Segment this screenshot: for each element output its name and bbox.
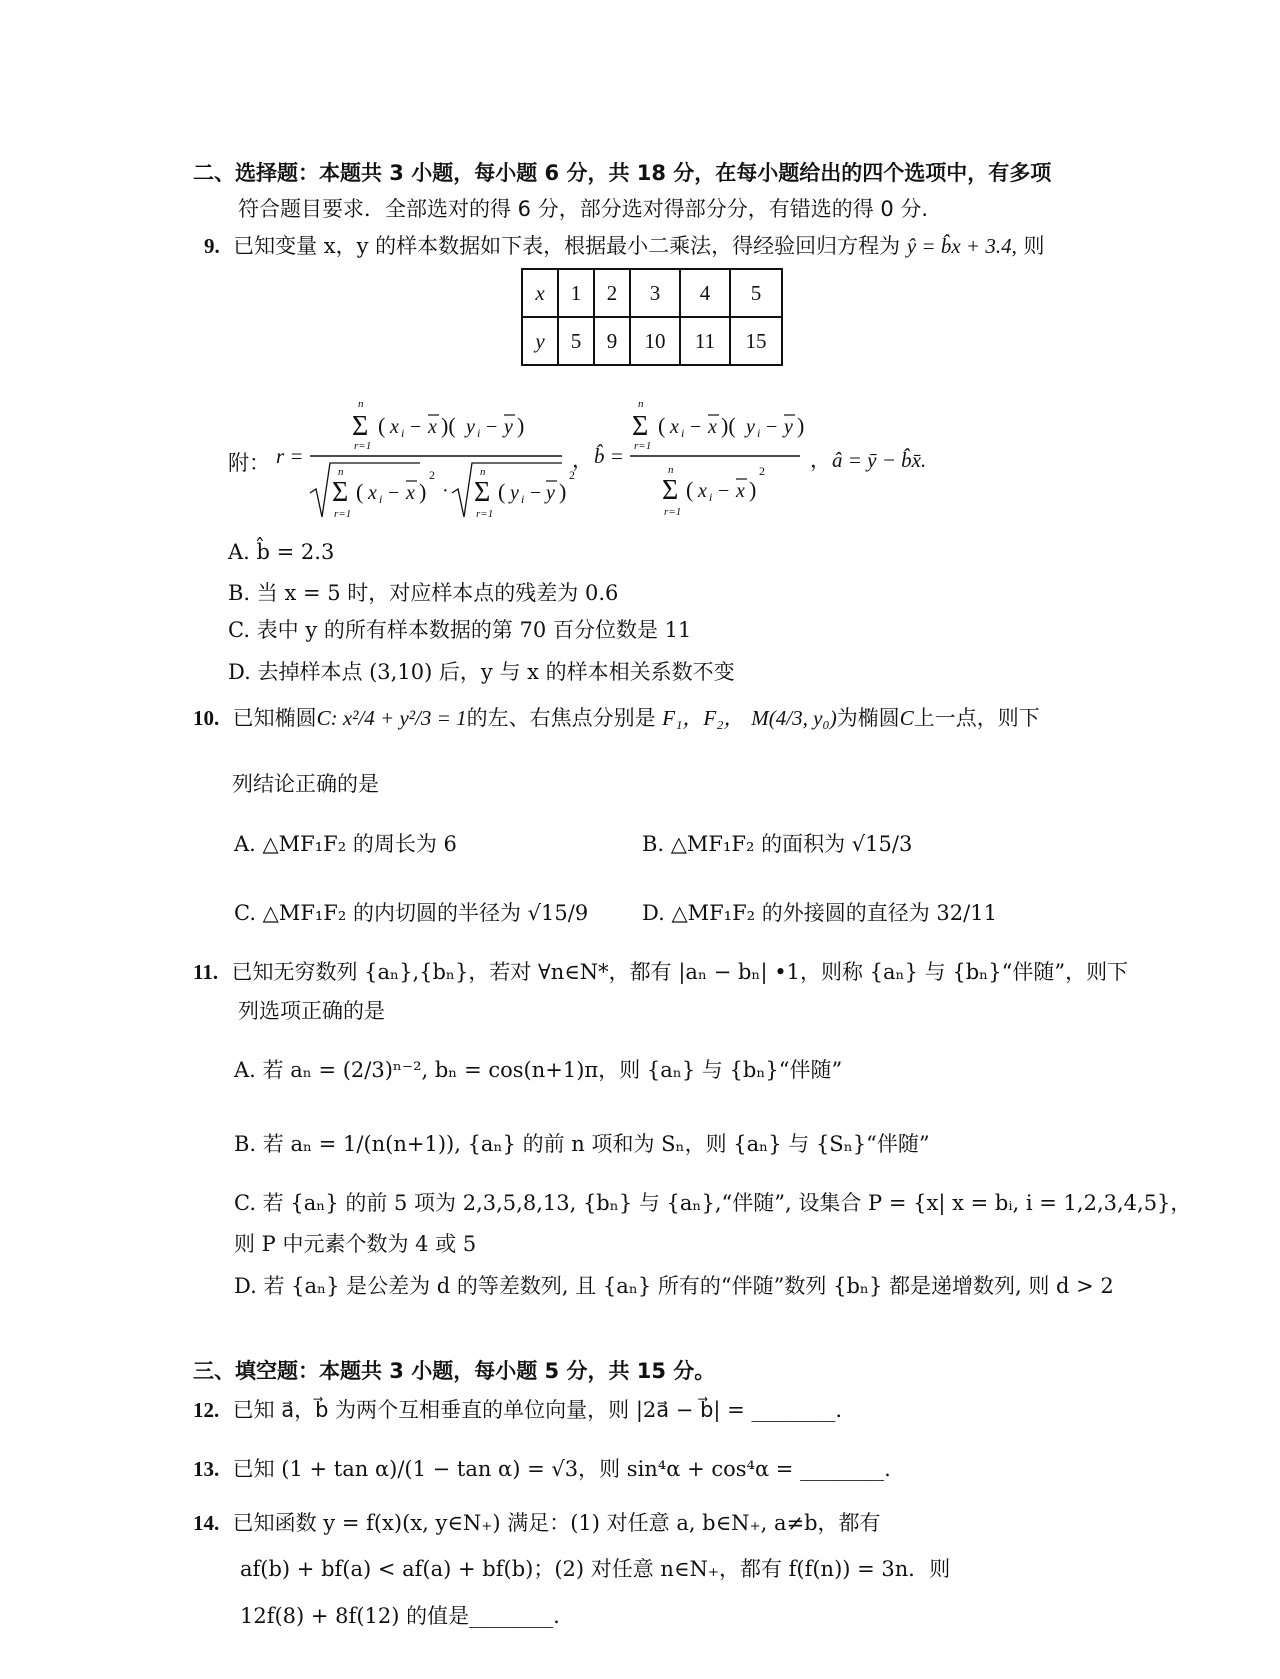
q9-stem-tail: 则	[1023, 234, 1045, 258]
q9-stem	[204, 230, 1045, 260]
svg-text:−: −	[718, 480, 730, 502]
q10-ellipse: C: x²/4 + y²/3 = 1	[316, 706, 467, 730]
svg-text:x: x	[390, 416, 399, 438]
svg-text:−: −	[486, 416, 498, 438]
q9-table-x3: 3	[630, 269, 680, 317]
q9-table-x2: 2	[594, 269, 630, 317]
q9-formula-a: â = ȳ − b̂x̄.	[832, 448, 927, 472]
q10-number: 10.	[193, 706, 220, 730]
svg-text:2: 2	[759, 464, 765, 478]
svg-text:Σ: Σ	[332, 477, 349, 508]
svg-text:n: n	[638, 398, 644, 410]
svg-text:−: −	[388, 482, 400, 504]
svg-text:−: −	[410, 416, 422, 438]
svg-text:2: 2	[569, 468, 575, 482]
svg-text:x: x	[708, 416, 717, 438]
q14-line1: 已知函数 y = f(x)(x, y∈N₊) 满足：(1) 对任意 a, b∈N₊, a≠b，都有	[232, 1511, 881, 1535]
svg-text:)(: )(	[721, 413, 736, 438]
svg-text:y: y	[510, 482, 519, 504]
svg-text:x: x	[428, 416, 437, 438]
svg-text:i: i	[379, 492, 383, 506]
q9-option-a: A. b̂ = 2.3	[228, 540, 335, 564]
svg-text:r=1: r=1	[664, 506, 682, 518]
svg-text:n: n	[338, 466, 344, 478]
svg-text:·: ·	[442, 480, 449, 502]
q10-option-a: A. △MF₁F₂ 的周长为 6	[234, 832, 457, 856]
q9-table-x4: 4	[680, 269, 730, 317]
svg-text:(: (	[658, 413, 666, 438]
svg-text:)(: )(	[441, 413, 456, 438]
svg-text:−: −	[690, 416, 702, 438]
section-3-heading: 三、填空题：本题共 3 小题，每小题 5 分，共 15 分。	[193, 1359, 716, 1383]
q10-option-c: C. △MF₁F₂ 的内切圆的半径为 √15/9	[234, 901, 589, 925]
q9-table-x-label: x	[522, 269, 558, 317]
svg-text:Σ: Σ	[632, 411, 649, 442]
svg-text:Σ: Σ	[352, 411, 369, 442]
q14-line1-wrap	[193, 1507, 881, 1537]
q9-table-y4: 11	[680, 317, 730, 365]
section-2-heading-line2: 符合题目要求．全部选对的得 6 分，部分选对得部分分，有错选的得 0 分.	[238, 197, 929, 221]
q10-stem: 10. 已知椭圆C: x²/4 + y²/3 = 1的左、右焦点分别是 F₁，F₂， M(4/3, y₀)为椭圆C上一点，则下	[193, 706, 1040, 730]
svg-text:r=1: r=1	[634, 440, 652, 452]
svg-text:i: i	[757, 426, 761, 440]
svg-text:r=1: r=1	[334, 508, 352, 520]
svg-text:−: −	[766, 416, 778, 438]
svg-text:，: ，	[810, 448, 831, 472]
q11-option-d: D. 若 {aₙ} 是公差为 d 的等差数列, 且 {aₙ} 所有的“伴随”数列 {bₙ} 都是递增数列, 则 d > 2	[234, 1274, 1114, 1298]
svg-text:，: ，	[572, 448, 593, 472]
q9-stem-equation: ŷ = b̂x + 3.4,	[906, 234, 1017, 258]
svg-text:Σ: Σ	[474, 477, 491, 508]
svg-text:n: n	[358, 398, 364, 410]
q9-appendix-label: 附：	[228, 451, 270, 475]
q9-table-y3: 10	[630, 317, 680, 365]
svg-text:(: (	[498, 479, 506, 504]
svg-text:−: −	[530, 482, 542, 504]
q11-stem	[193, 956, 1128, 986]
svg-text:(: (	[686, 477, 694, 502]
q10-option-d: D. △MF₁F₂ 的外接圆的直径为 32/11	[642, 901, 997, 925]
q14-line2: af(b) + bf(a) < af(a) + bf(b)；(2) 对任意 n∈N₊，都有 f(f(n)) = 3n．则	[240, 1557, 951, 1581]
q9-table-y1: 5	[558, 317, 594, 365]
svg-text:n: n	[480, 466, 486, 478]
q11-option-c-line2: 则 P 中元素个数为 4 或 5	[234, 1232, 477, 1256]
svg-text:i: i	[521, 492, 525, 506]
q12-number: 12.	[193, 1398, 220, 1422]
q14-line3: 12f(8) + 8f(12) 的值是________.	[240, 1604, 560, 1628]
q12-line	[193, 1394, 842, 1424]
svg-text:x: x	[368, 482, 377, 504]
svg-text:n: n	[668, 464, 674, 476]
section-2-heading-line1: 二、选择题：本题共 3 小题，每小题 6 分，共 18 分，在每小题给出的四个选项中，有多项	[193, 161, 1052, 185]
q13-number: 13.	[193, 1457, 220, 1481]
q9-table-y2: 9	[594, 317, 630, 365]
svg-text:i: i	[401, 426, 405, 440]
q10-stem-line2: 列结论正确的是	[232, 772, 379, 796]
q9-option-c: C. 表中 y 的所有样本数据的第 70 百分位数是 11	[228, 618, 692, 642]
q9-data-table	[521, 268, 783, 366]
svg-text:r=1: r=1	[354, 440, 372, 452]
svg-text:(: (	[356, 479, 364, 504]
q11-option-a: A. 若 aₙ = (2/3)ⁿ⁻², bₙ = cos(n+1)π，则 {aₙ} 与 {bₙ}“伴随”	[234, 1058, 843, 1082]
q12-text: 已知 a⃗，b⃗ 为两个互相垂直的单位向量，则 |2a⃗ − b⃗| = ________.	[232, 1398, 843, 1422]
section-2-heading-cont	[238, 193, 928, 223]
svg-text:2: 2	[429, 468, 435, 482]
svg-text:b̂ =: b̂ =	[594, 444, 624, 468]
q9-formulas	[270, 395, 950, 525]
q9-table-x1: 1	[558, 269, 594, 317]
q10-stem-part2: 的左、右焦点分别是	[466, 706, 656, 730]
q9-table-y-label: y	[522, 317, 558, 365]
q9-formula-b	[594, 398, 804, 518]
svg-text:r =: r =	[276, 444, 304, 468]
q10-stem-part4: 上一点，则下	[913, 706, 1040, 730]
q9-table-y5: 15	[730, 317, 782, 365]
svg-text:x: x	[736, 480, 745, 502]
svg-text:y: y	[546, 482, 555, 504]
q9-option-d: D. 去掉样本点 (3,10) 后，y 与 x 的样本相关系数不变	[228, 660, 735, 684]
q11-stem-line1: 已知无穷数列 {aₙ},{bₙ}，若对 ∀n∈N*，都有 |aₙ − bₙ| •1，则称 {aₙ} 与 {bₙ}“伴随”，则下	[231, 960, 1129, 984]
q14-number: 14.	[193, 1511, 220, 1535]
q9-option-b: B. 当 x = 5 时，对应样本点的残差为 0.6	[228, 581, 619, 605]
svg-text:y: y	[784, 416, 793, 438]
q13-text: 已知 (1 + tan α)/(1 − tan α) = √3，则 sin⁴α + cos⁴α = ________.	[232, 1457, 891, 1481]
q10-point: M(4/3, y₀)	[751, 706, 837, 730]
q10-stem-part3: 为椭圆	[836, 706, 900, 730]
section-2-heading	[193, 157, 1051, 187]
svg-text:y: y	[504, 416, 513, 438]
svg-text:i: i	[681, 426, 685, 440]
q9-table-row-y	[522, 317, 782, 365]
svg-text:(: (	[378, 413, 386, 438]
svg-text:Σ: Σ	[662, 475, 679, 506]
q9-number: 9.	[204, 234, 220, 258]
q11-number: 11.	[193, 960, 219, 984]
q9-table-x5: 5	[730, 269, 782, 317]
svg-text:i: i	[477, 426, 481, 440]
svg-text:r=1: r=1	[476, 508, 494, 520]
q9-formula-r	[276, 398, 575, 520]
q9-table-row-x	[522, 269, 782, 317]
q11-stem-line2: 列选项正确的是	[238, 999, 385, 1023]
svg-text:): )	[517, 413, 525, 438]
q10-option-b: B. △MF₁F₂ 的面积为 √15/3	[642, 832, 913, 856]
q11-option-b: B. 若 aₙ = 1/(n(n+1)), {aₙ} 的前 n 项和为 Sₙ，则 {aₙ} 与 {Sₙ}“伴随”	[234, 1132, 930, 1156]
svg-text:): )	[749, 477, 757, 502]
svg-text:): )	[559, 479, 567, 504]
q13-line	[193, 1453, 891, 1483]
q10-foci: F₁，F₂，	[662, 706, 745, 730]
svg-text:i: i	[709, 490, 713, 504]
q10-stem-part1: 已知椭圆	[232, 706, 317, 730]
svg-text:y: y	[746, 416, 755, 438]
svg-text:): )	[419, 479, 427, 504]
q11-option-c-line1: C. 若 {aₙ} 的前 5 项为 2,3,5,8,13, {bₙ} 与 {aₙ},“伴随”, 设集合 P = {x| x = bᵢ, i = 1,2,3,4,5}，	[234, 1191, 1192, 1215]
svg-text:x: x	[698, 480, 707, 502]
q9-stem-text: 已知变量 x，y 的样本数据如下表，根据最小二乘法，得经验回归方程为	[233, 234, 901, 258]
svg-text:): )	[797, 413, 805, 438]
svg-text:x: x	[406, 482, 415, 504]
svg-text:x: x	[670, 416, 679, 438]
svg-text:y: y	[466, 416, 475, 438]
